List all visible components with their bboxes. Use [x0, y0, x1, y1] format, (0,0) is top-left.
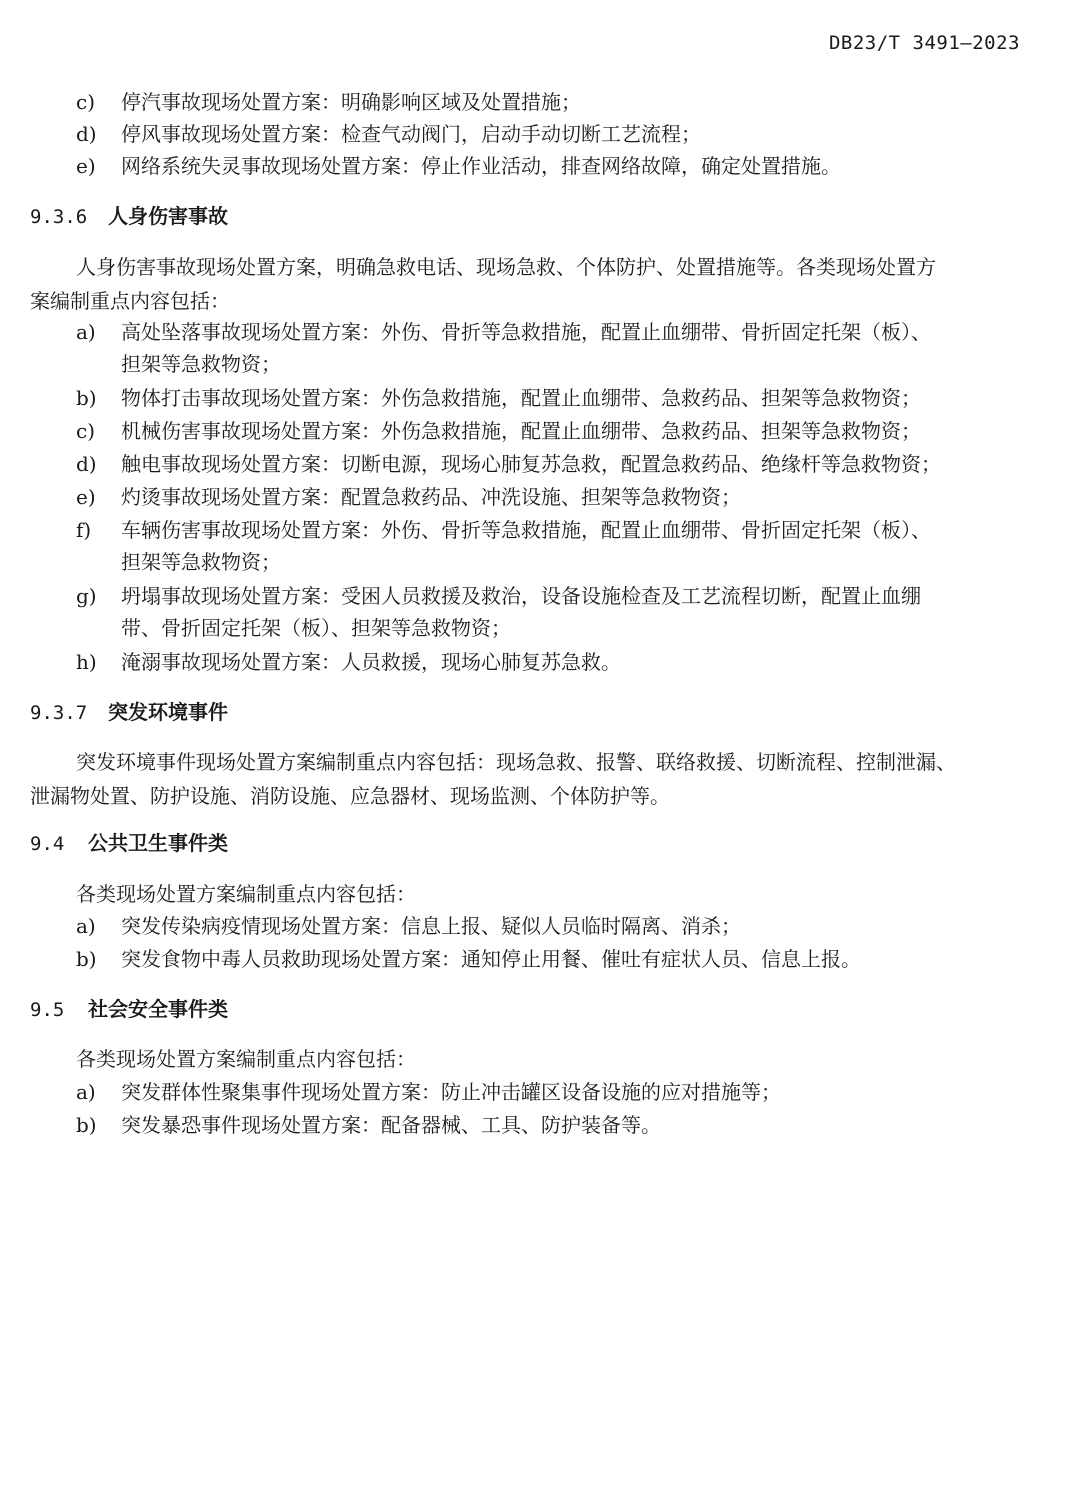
list-marker: h) — [76, 650, 97, 674]
list-text-line: 担架等急救物资； — [121, 550, 281, 574]
paragraph-line: 突发环境事件现场处置方案编制重点内容包括：现场急救、报警、联络救援、切断流程、控制泄漏、 — [76, 750, 956, 774]
section-heading-9-3-6 — [30, 200, 228, 233]
list-text: 突发食物中毒人员救助现场处置方案：通知停止用餐、催吐有症状人员、信息上报。 — [121, 947, 861, 971]
section-paragraph — [30, 745, 1030, 813]
list-text: 触电事故现场处置方案：切断电源，现场心肺复苏急救，配置急救药品、绝缘杆等急救物资； — [121, 452, 941, 476]
list-text: 停风事故现场处置方案：检查气动阀门，启动手动切断工艺流程； — [121, 122, 701, 146]
list-text-line: 高处坠落事故现场处置方案：外伤、骨折等急救措施，配置止血绷带、骨折固定托架（板）、 — [121, 320, 931, 344]
section-title: 公共卫生事件类 — [88, 831, 228, 855]
section-heading-9-5 — [30, 993, 228, 1026]
list-text: 淹溺事故现场处置方案：人员救援，现场心肺复苏急救。 — [121, 650, 621, 674]
list-marker: c) — [76, 90, 96, 114]
list-marker: e) — [76, 485, 96, 509]
paragraph-line: 案编制重点内容包括： — [30, 289, 230, 313]
list-text: 灼烫事故现场处置方案：配置急救药品、冲洗设施、担架等急救物资； — [121, 485, 741, 509]
list-text — [121, 316, 931, 380]
list-text: 网络系统失灵事故现场处置方案：停止作业活动，排查网络故障，确定处置措施。 — [121, 154, 841, 178]
document-code: DB23/T 3491—2023 — [828, 32, 1020, 54]
paragraph-line: 人身伤害事故现场处置方案，明确急救电话、现场急救、个体防护、处置措施等。各类现场处置方 — [76, 255, 936, 279]
section-title: 社会安全事件类 — [88, 997, 228, 1021]
list-marker: b) — [76, 386, 97, 410]
list-text: 停汽事故现场处置方案：明确影响区域及处置措施； — [121, 90, 581, 114]
section-paragraph — [30, 250, 1030, 318]
list-text-line: 带、骨折固定托架（板）、担架等急救物资； — [121, 616, 511, 640]
list-text — [121, 514, 931, 578]
section-number: 9.3.7 — [30, 702, 88, 724]
list-marker: e) — [76, 154, 96, 178]
list-marker: a) — [76, 320, 96, 344]
list-text-line: 坍塌事故现场处置方案：受困人员救援及救治，设备设施检查及工艺流程切断，配置止血绷 — [121, 584, 921, 608]
list-text-line: 车辆伤害事故现场处置方案：外伤、骨折等急救措施，配置止血绷带、骨折固定托架（板）、 — [121, 518, 931, 542]
section-number: 9.3.6 — [30, 206, 88, 228]
section-intro: 各类现场处置方案编制重点内容包括： — [76, 882, 416, 906]
section-heading-9-3-7 — [30, 696, 228, 729]
list-marker: b) — [76, 1113, 97, 1137]
list-marker: a) — [76, 1080, 96, 1104]
list-text: 突发传染病疫情现场处置方案：信息上报、疑似人员临时隔离、消杀； — [121, 914, 741, 938]
section-number: 9.4 — [30, 833, 65, 855]
list-marker: c) — [76, 419, 96, 443]
section-heading-9-4 — [30, 827, 228, 860]
section-intro: 各类现场处置方案编制重点内容包括： — [76, 1047, 416, 1071]
list-marker: b) — [76, 947, 97, 971]
list-marker: f) — [76, 518, 92, 542]
list-marker: a) — [76, 914, 96, 938]
list-marker: g) — [76, 584, 97, 608]
list-marker: d) — [76, 122, 97, 146]
list-text: 物体打击事故现场处置方案：外伤急救措施，配置止血绷带、急救药品、担架等急救物资； — [121, 386, 921, 410]
list-text: 机械伤害事故现场处置方案：外伤急救措施，配置止血绷带、急救药品、担架等急救物资； — [121, 419, 921, 443]
section-title: 突发环境事件 — [108, 700, 228, 724]
section-title: 人身伤害事故 — [108, 204, 228, 228]
paragraph-line: 泄漏物处置、防护设施、消防设施、应急器材、现场监测、个体防护等。 — [30, 784, 670, 808]
list-text: 突发暴恐事件现场处置方案：配备器械、工具、防护装备等。 — [121, 1113, 661, 1137]
list-marker: d) — [76, 452, 97, 476]
list-text-line: 担架等急救物资； — [121, 352, 281, 376]
section-number: 9.5 — [30, 999, 65, 1021]
list-text — [121, 580, 921, 644]
list-text: 突发群体性聚集事件现场处置方案：防止冲击罐区设备设施的应对措施等； — [121, 1080, 781, 1104]
